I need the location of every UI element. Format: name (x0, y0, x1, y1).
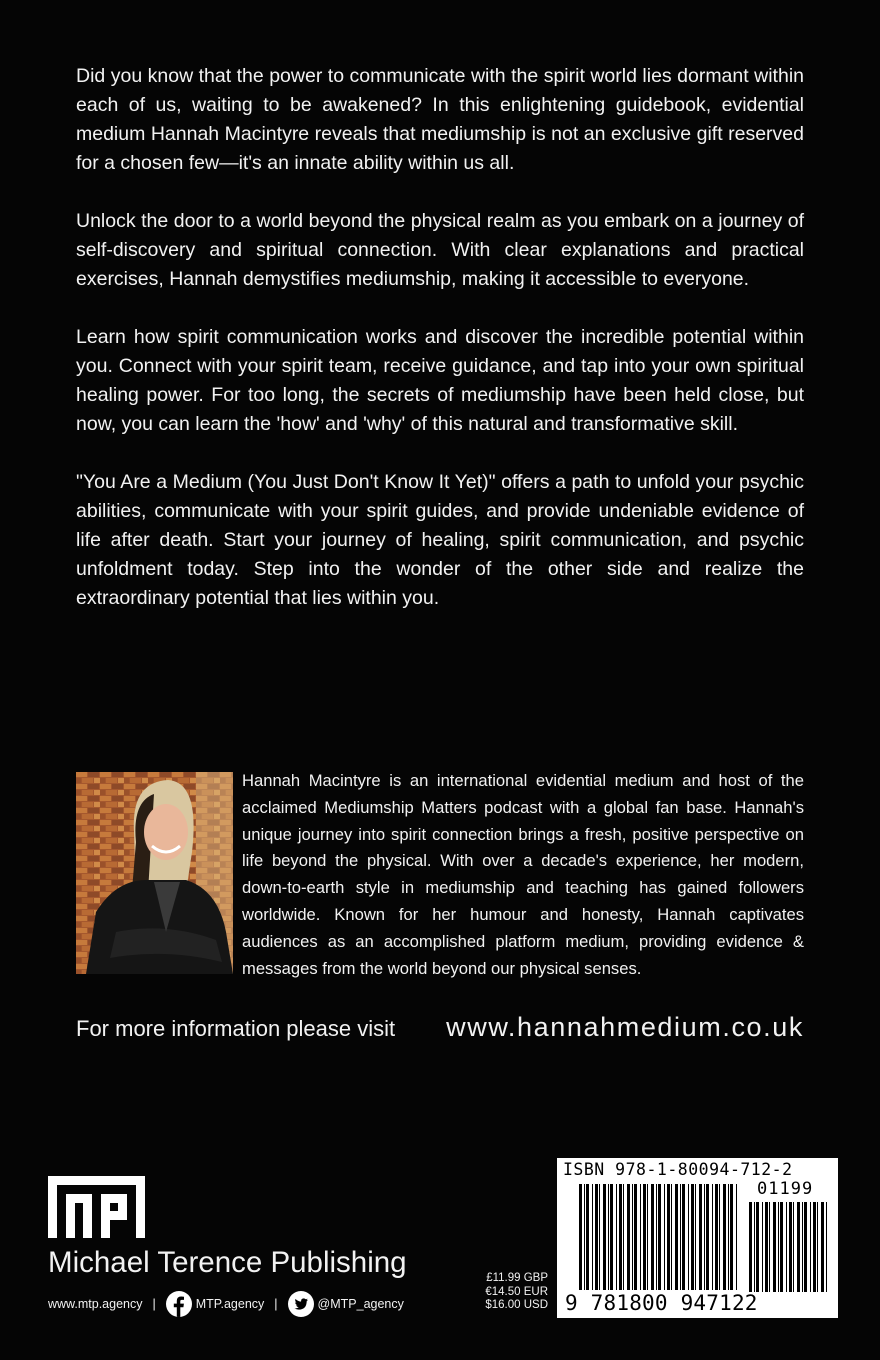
mtp-logo (48, 1176, 145, 1238)
isbn-barcode (557, 1158, 838, 1318)
author-bio: Hannah Macintyre is an international evidential medium and host of the acclaimed Mediumship Matters podcast with a global fan base. Hannah's unique journey into spirit connection brings a fresh, positive perspective on life beyond the physical. With over a decade's experience, her modern, down-to-earth style in mediumship and teaching has gained followers worldwide. Known for her humour and honesty, Hannah captivates audiences as an accomplished platform medium, providing evidence & messages from the world beyond our physical senses. (242, 771, 804, 978)
publisher-name: Michael Terence Publishing (48, 1246, 407, 1279)
price-eur: €14.50 EUR (485, 1285, 548, 1298)
ean-number: 9 781800 947122 (565, 1291, 758, 1315)
barcode-bar (656, 1184, 657, 1290)
barcode-bar (821, 1202, 824, 1292)
blurb-paragraph-1: Did you know that the power to communicate with the spirit world lies dormant within each of us, waiting to be awakened? In this enlightening guidebook, evidential medium Hannah Macintyre reveals that mediumship is not an exclusive gift reserved for a chosen few—it's an innate ability within us all. (76, 65, 804, 174)
barcode-bar (730, 1184, 733, 1290)
barcode-bar (651, 1184, 654, 1290)
publisher-website[interactable]: www.mtp.agency (48, 1297, 143, 1311)
barcode-bar (769, 1202, 770, 1292)
link-separator: | (152, 1297, 156, 1311)
barcode-bar (699, 1184, 702, 1290)
barcode-bar (619, 1184, 622, 1290)
barcode-bar (804, 1202, 807, 1292)
barcode-bar (723, 1184, 726, 1290)
price-usd: $16.00 USD (485, 1299, 548, 1311)
barcode-bar (704, 1184, 705, 1290)
isbn-number: ISBN 978-1-80094-712-2 (563, 1160, 793, 1179)
barcode-bar (664, 1184, 665, 1290)
barcode-bar (586, 1184, 589, 1290)
barcode-bar (802, 1202, 803, 1292)
author-section (76, 768, 804, 976)
barcode-bar (640, 1184, 641, 1290)
barcode-bar (627, 1184, 630, 1290)
barcode-bar (671, 1184, 672, 1290)
publisher-links (48, 1291, 404, 1317)
barcode-bar (756, 1202, 759, 1292)
barcode-bar (736, 1184, 737, 1290)
barcode-bar (603, 1184, 606, 1290)
barcode-bar (793, 1202, 794, 1292)
barcode-bar (780, 1202, 783, 1292)
barcode-bar (579, 1184, 582, 1290)
barcode-bar (706, 1184, 709, 1290)
barcode-bar (749, 1202, 752, 1292)
barcode-bar (688, 1184, 689, 1290)
barcode-bar (813, 1202, 816, 1292)
barcode-bar (695, 1184, 696, 1290)
blurb-paragraph-2: Unlock the door to a world beyond the physical realm as you embark on a journey of self-discovery and spiritual connection. With clear explanations and practical exercises, Hannah demystifies mediumship, making it accessible to everyone. (76, 210, 804, 290)
barcode-bar (789, 1202, 792, 1292)
barcode-bar (599, 1184, 600, 1290)
barcode-bar (592, 1184, 593, 1290)
barcode-bar (682, 1184, 685, 1290)
author-portrait-image (76, 772, 233, 974)
twitter-handle[interactable]: @MTP_agency (317, 1297, 404, 1311)
barcode-bar (584, 1184, 585, 1290)
barcode-bar (712, 1184, 713, 1290)
barcode-bar (610, 1184, 613, 1290)
author-photo (76, 772, 233, 974)
barcode-bar (786, 1202, 787, 1292)
back-cover-blurb (76, 62, 804, 642)
barcode-bar (616, 1184, 617, 1290)
barcode-bar (595, 1184, 598, 1290)
blurb-paragraph-3: Learn how spirit communication works and discover the incredible potential within you. Connect with your spirit team, receive guidance, and tap into your own spiritual healing power. For too long, the secrets of mediumship have been held close, but now, you can learn the 'how' and 'why' of this natural and transformative skill. (76, 326, 804, 435)
blurb-paragraph-4: "You Are a Medium (You Just Don't Know It Yet)" offers a path to unfold your psychic abilities, communicate with your spirit guides, and provide undeniable evidence of life after death. Start your journey of healing, spirit communication, and psychic unfoldment today. Step into the wonder of the other side and realize the extraordinary potential that lies within you. (76, 471, 804, 609)
barcode-bar (634, 1184, 637, 1290)
barcode-bar (762, 1202, 763, 1292)
barcode-bar (715, 1184, 718, 1290)
more-info-label: For more information please visit (76, 1016, 396, 1041)
barcode-bar (608, 1184, 609, 1290)
price-gbp: £11.99 GBP (486, 1272, 548, 1284)
barcode-bar (632, 1184, 633, 1290)
barcode-bar (691, 1184, 694, 1290)
barcode-bar (826, 1202, 827, 1292)
price-list (476, 1272, 548, 1313)
website-link[interactable]: www.hannahmedium.co.uk (446, 1012, 804, 1042)
barcode-bar (680, 1184, 681, 1290)
barcode-bar (658, 1184, 661, 1290)
price-addon-number: 01199 (757, 1179, 814, 1199)
barcode-bar (773, 1202, 776, 1292)
barcode-bar (778, 1202, 779, 1292)
barcode-bar (719, 1184, 720, 1290)
barcode-bar (728, 1184, 729, 1290)
barcode-bar (667, 1184, 670, 1290)
barcode-bar (675, 1184, 678, 1290)
barcode-bar (797, 1202, 800, 1292)
barcode-bar (647, 1184, 648, 1290)
barcode-bar (623, 1184, 624, 1290)
barcode-bar (765, 1202, 768, 1292)
facebook-handle[interactable]: MTP.agency (195, 1297, 265, 1311)
twitter-icon[interactable] (288, 1291, 314, 1317)
more-info-line (76, 1012, 804, 1043)
link-separator: | (274, 1297, 278, 1311)
facebook-icon[interactable] (166, 1291, 192, 1317)
barcode-bar (643, 1184, 646, 1290)
barcode-bar (810, 1202, 811, 1292)
barcode-bar (754, 1202, 755, 1292)
barcode-bar (817, 1202, 818, 1292)
